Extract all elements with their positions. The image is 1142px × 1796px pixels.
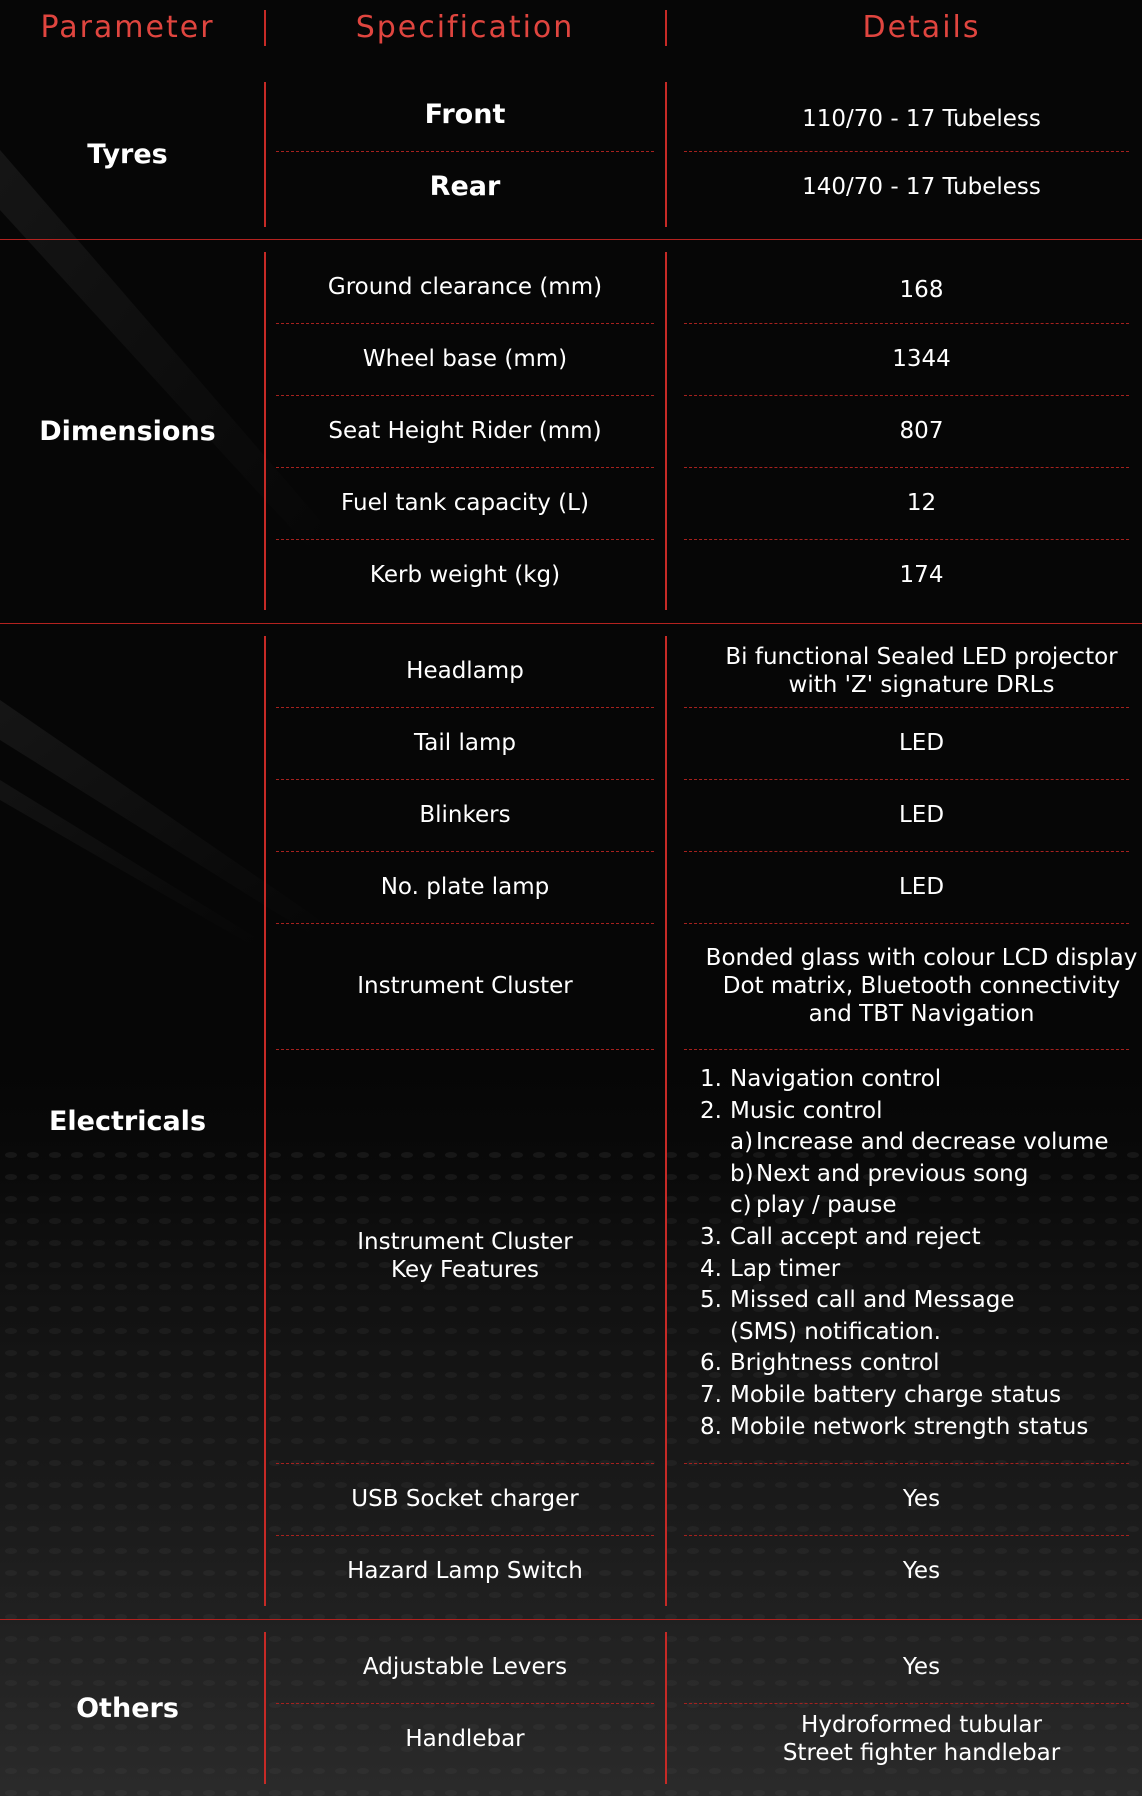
spec-cell: Ground clearance (mm) [327, 274, 603, 300]
column-divider [264, 252, 266, 610]
column-divider [665, 82, 667, 227]
spec-cell: Headlamp [406, 658, 524, 684]
list-item: 6. Brightness control [700, 1350, 940, 1377]
spec-cell: Handlebar [405, 1726, 525, 1752]
group-electricals: Electricals [48, 1105, 207, 1137]
column-divider [264, 636, 266, 1606]
column-divider [264, 82, 266, 227]
column-divider [264, 1632, 266, 1784]
column-divider [665, 1632, 667, 1784]
spec-cell: Front [424, 99, 506, 130]
spec-cell: Adjustable Levers [362, 1654, 568, 1680]
header-details: Details [862, 10, 981, 45]
section-divider [0, 1619, 1142, 1620]
detail-cell: 168 [899, 277, 944, 303]
detail-cell: LED [898, 802, 945, 828]
detail-cell: LED [898, 874, 945, 900]
detail-cell: LED [898, 730, 945, 756]
spec-cell: USB Socket charger [351, 1486, 579, 1512]
spec-cell: Rear [429, 171, 501, 202]
detail-cell: Bonded glass with colour LCD display Dot matrix, Bluetooth connectivity and TBT Navigation [705, 945, 1138, 1027]
spec-cell: Seat Height Rider (mm) [328, 418, 602, 444]
header-specification: Specification [355, 10, 575, 45]
spec-cell: Instrument Cluster Key Features [357, 1229, 573, 1283]
spec-cell: No. plate lamp [380, 874, 550, 900]
detail-cell: Yes [902, 1558, 941, 1584]
list-item: (SMS) notification. [730, 1318, 941, 1345]
row-divider [684, 923, 1129, 924]
detail-cell: 1344 [892, 346, 951, 372]
spec-cell: Fuel tank capacity (L) [341, 490, 589, 516]
column-divider [665, 252, 667, 610]
detail-cell: 174 [899, 562, 944, 588]
section-divider [0, 623, 1142, 624]
section-divider [0, 239, 1142, 240]
detail-cell: 807 [899, 418, 944, 444]
list-item: 7. Mobile battery charge status [700, 1381, 1062, 1408]
detail-cell: 140/70 - 17 Tubeless [802, 174, 1041, 200]
list-item: c) play / pause [730, 1192, 897, 1219]
list-item: 2. Music control [700, 1097, 883, 1124]
list-item: 5. Missed call and Message [700, 1287, 1015, 1314]
list-item: 4. Lap timer [700, 1255, 841, 1282]
spec-cell: Blinkers [419, 802, 511, 828]
list-item: 8. Mobile network strength status [700, 1413, 1089, 1440]
group-tyres: Tyres [87, 139, 168, 170]
header-divider [264, 10, 266, 46]
detail-cell: Yes [902, 1654, 941, 1680]
row-divider [276, 151, 654, 152]
list-item: 1. Navigation control [700, 1066, 942, 1092]
spec-cell: Hazard Lamp Switch [347, 1558, 583, 1584]
list-item: b) Next and previous song [730, 1160, 1029, 1187]
header-divider [665, 10, 667, 46]
key-features-list [684, 1064, 1134, 1450]
group-others: Others [76, 1692, 179, 1724]
detail-cell: Yes [902, 1486, 941, 1512]
group-dimensions: Dimensions [39, 415, 216, 447]
list-item: 3. Call accept and reject [700, 1223, 981, 1250]
spec-cell: Tail lamp [414, 730, 516, 756]
header-parameter: Parameter [40, 10, 215, 45]
row-divider [684, 1049, 1129, 1050]
column-divider [665, 636, 667, 1606]
spec-cell: Instrument Cluster [357, 973, 573, 999]
detail-cell: 110/70 - 17 Tubeless [802, 106, 1041, 132]
detail-cell: Hydroformed tubular Street fighter handlebar [782, 1712, 1061, 1766]
detail-cell: 12 [906, 490, 937, 516]
spec-cell: Kerb weight (kg) [369, 562, 561, 588]
detail-cell: Bi functional Sealed LED projector with 'Z' signature DRLs [725, 644, 1118, 698]
spec-cell: Wheel base (mm) [362, 346, 568, 372]
list-item: a) Increase and decrease volume [730, 1129, 1109, 1156]
